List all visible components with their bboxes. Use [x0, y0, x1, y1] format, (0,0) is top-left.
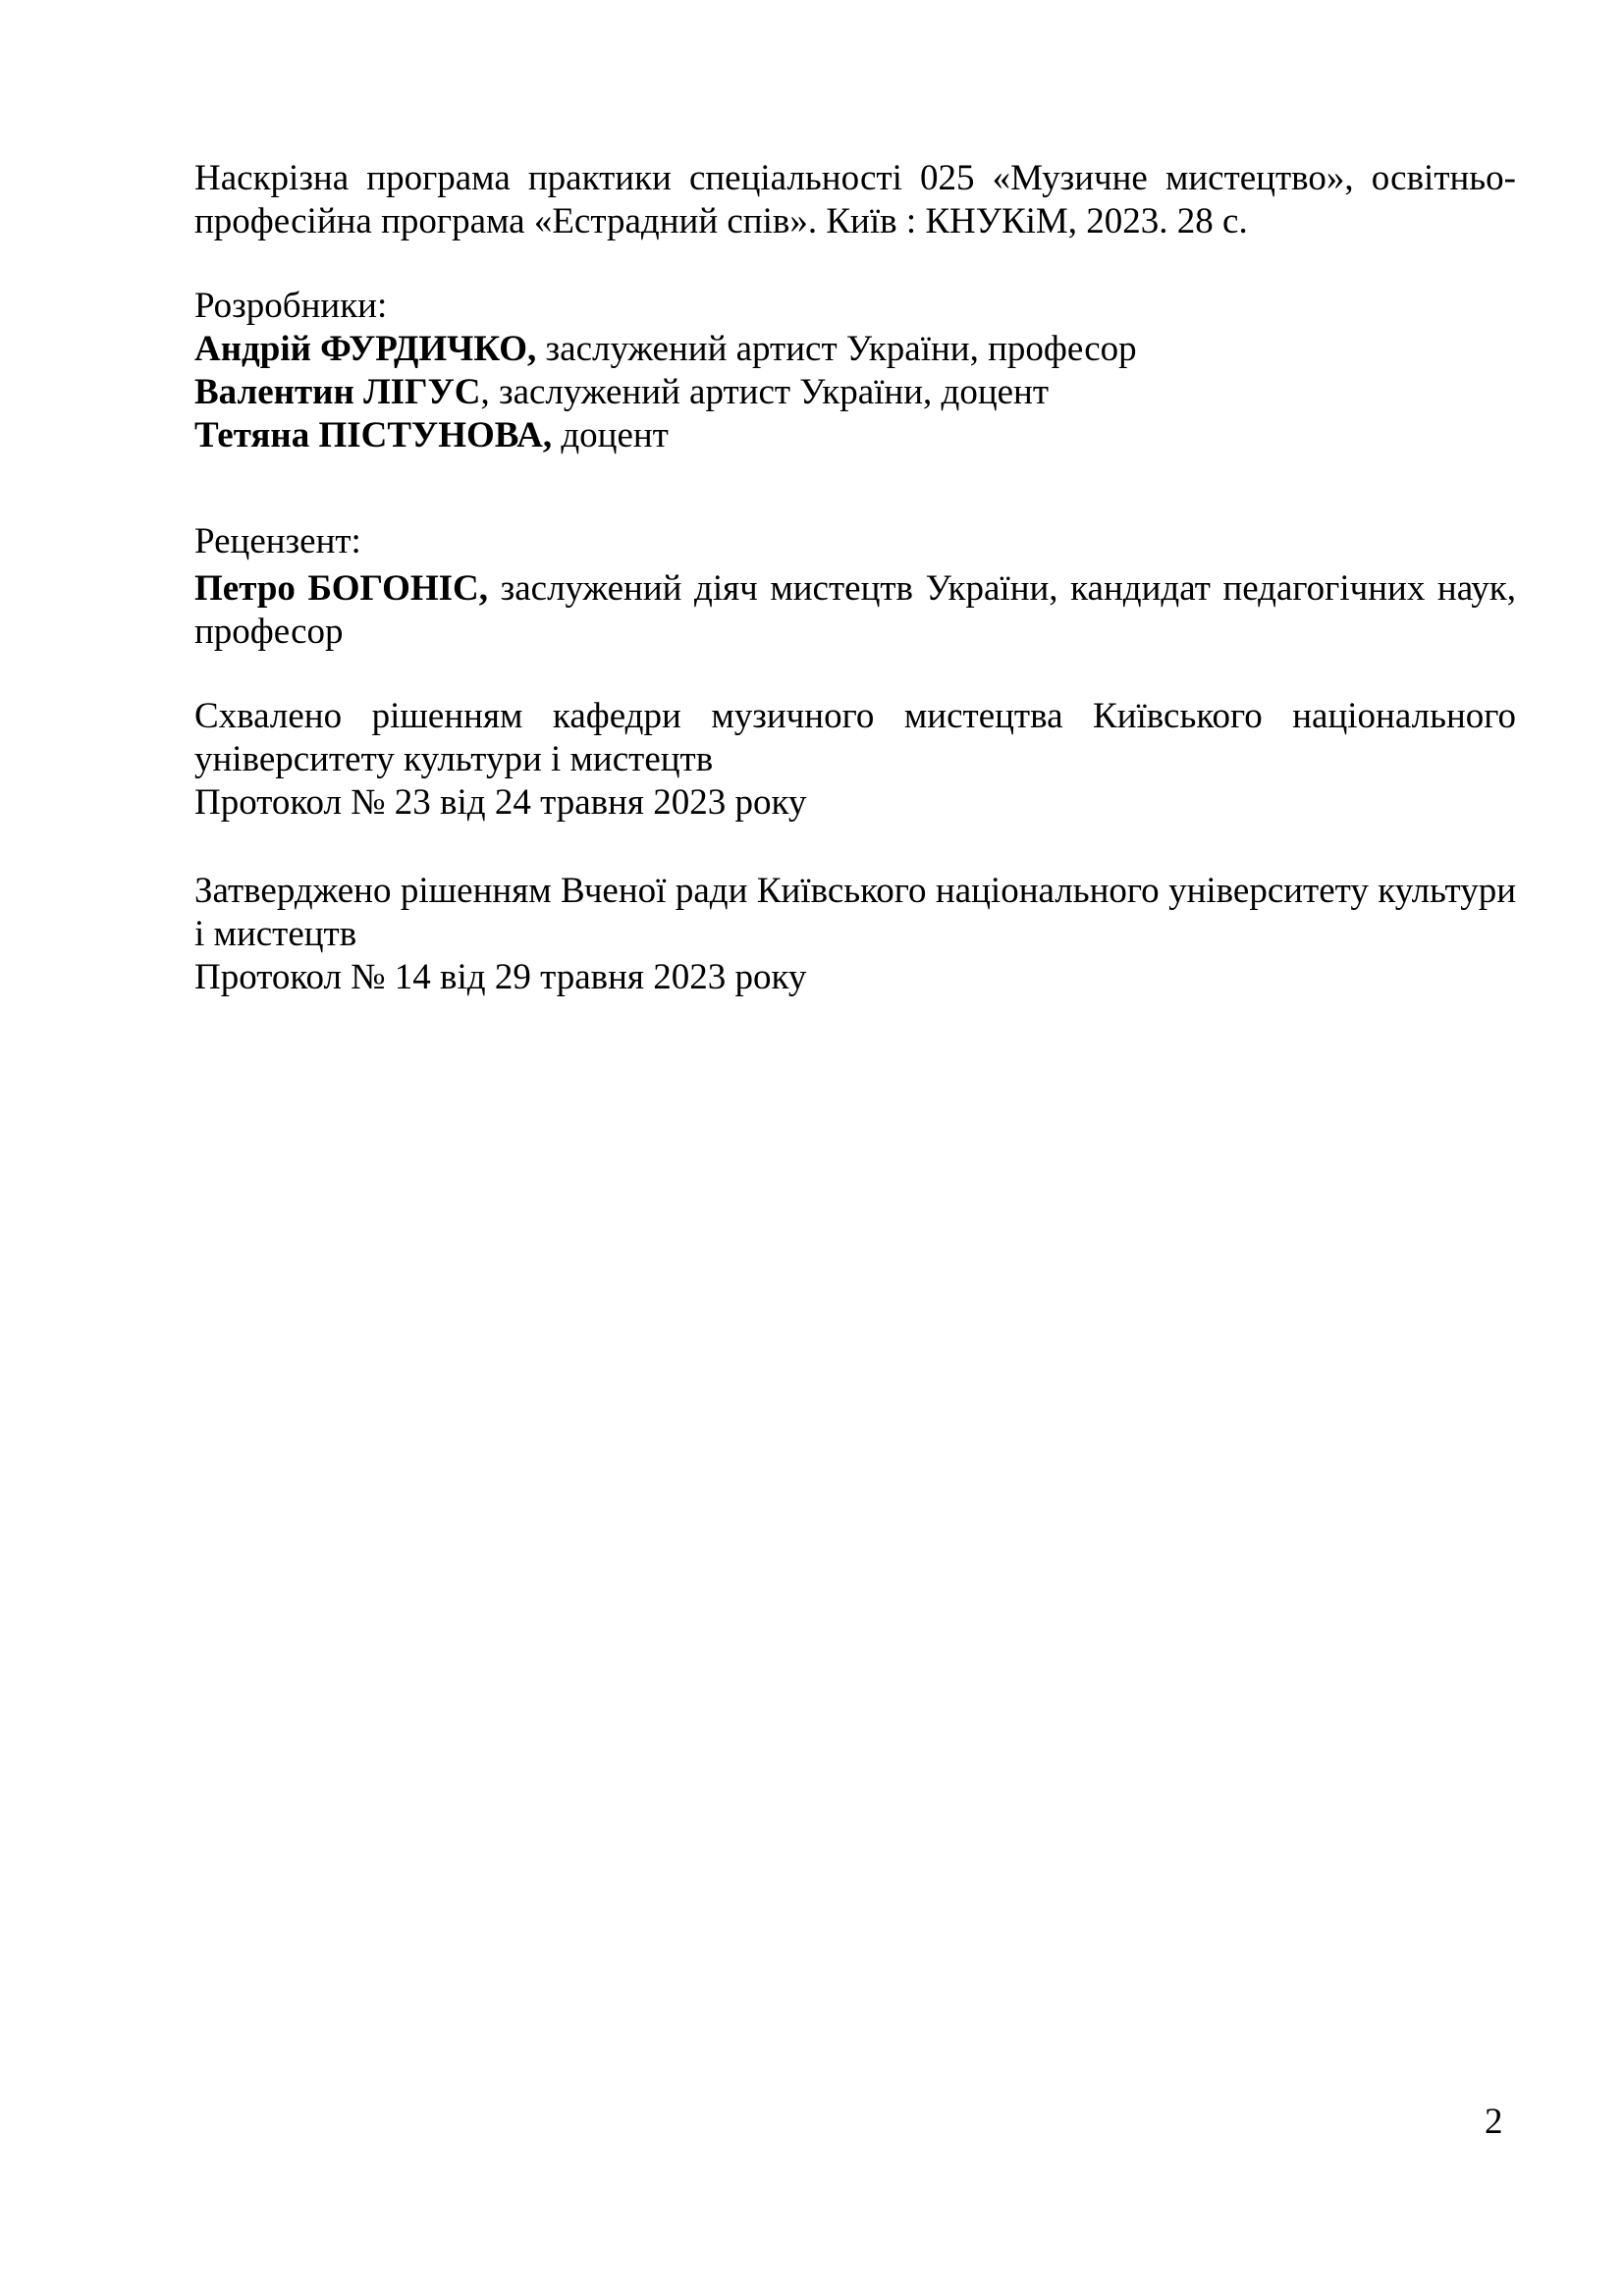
developer-title: доцент — [552, 415, 669, 455]
developer-title: заслужений артист України, професор — [536, 329, 1137, 369]
developers-label: Розробники: — [194, 286, 388, 326]
developer-1 — [194, 328, 1516, 371]
developer-name: Тетяна ПІСТУНОВА, — [194, 415, 553, 455]
reviewer-entry — [194, 567, 1516, 654]
reviewer-label: Рецензент: — [194, 521, 361, 561]
council-approval-text: Затверджено рішенням Вченої ради Київського національного університету культури і мистецтв — [194, 871, 1516, 954]
developer-title: , заслужений артист України, доцент — [480, 372, 1050, 412]
developer-3 — [194, 414, 1516, 457]
reviewer-section — [194, 520, 1516, 654]
page-number: 2 — [1485, 2102, 1503, 2142]
department-approval-text: Схвалено рішенням кафедри музичного мистецтва Київського національного університету культури і мистецтв — [194, 696, 1516, 779]
developer-name: Валентин ЛІГУС — [194, 372, 481, 412]
reviewer-title: заслужений діяч мистецтв України, кандидат педагогічних наук, професор — [194, 568, 1516, 652]
council-approval-section — [194, 870, 1516, 999]
department-approval-protocol: Протокол № 23 від 24 травня 2023 року — [194, 782, 807, 823]
developer-2 — [194, 371, 1516, 414]
developers-section — [194, 285, 1516, 457]
department-approval-section — [194, 695, 1516, 825]
developer-name: Андрій ФУРДИЧКО, — [194, 329, 537, 369]
reviewer-name: Петро БОГОНІС, — [194, 568, 489, 609]
citation-text: Наскрізна програма практики спеціальності 025 «Музичне мистецтво», освітньо-професійна програма «Естрадний спів». Київ : КНУКіМ, 2023. 28 с. — [194, 158, 1516, 241]
council-approval-protocol: Протокол № 14 від 29 травня 2023 року — [194, 957, 807, 997]
